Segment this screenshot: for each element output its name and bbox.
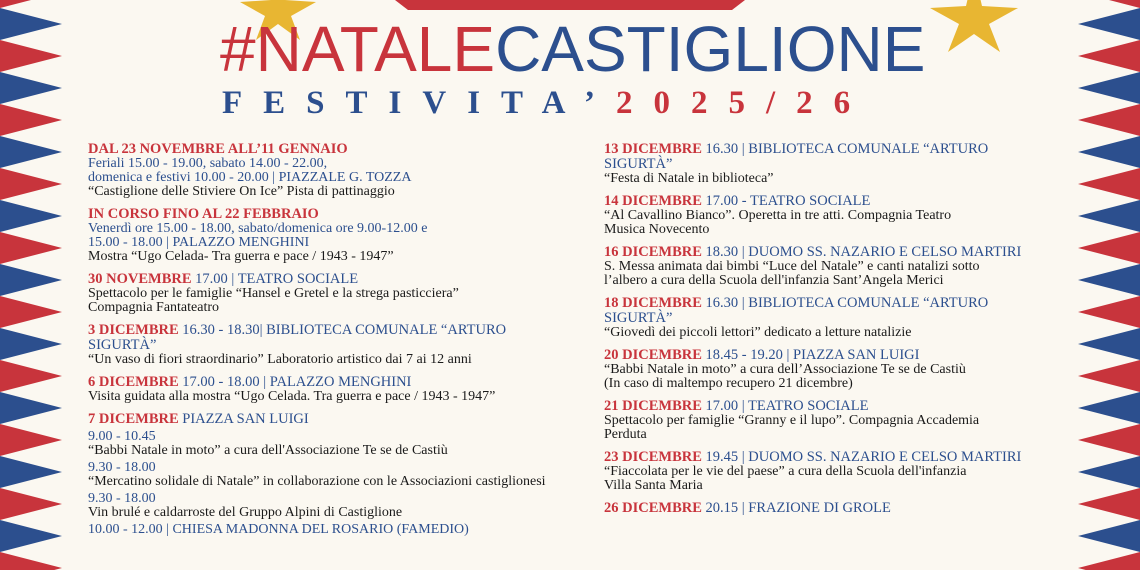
event-place: BIBLIOTECA COMUNALE “ARTURO SIGURTÀ”	[604, 141, 989, 172]
pennant-flag	[1078, 200, 1140, 232]
subitem-time: 9.30 - 18.00	[88, 491, 156, 506]
event-item	[604, 296, 1054, 340]
event-place: BIBLIOTECA COMUNALE “ARTURO SIGURTÀ”	[604, 295, 989, 326]
pennant-flag	[0, 328, 62, 360]
subitem-description: Vin brulé e caldarroste del Gruppo Alpini di Castiglione	[88, 505, 403, 520]
event-description: “Festa di Natale in biblioteca”	[604, 171, 774, 186]
pennant-flag	[1078, 456, 1140, 488]
event-schedule: Feriali 15.00 - 19.00, sabato 14.00 - 22.00,	[88, 156, 328, 171]
event-subitem	[88, 523, 578, 537]
event-description: S. Messa animata dai bimbi “Luce del Natale” e canti natalizi sotto	[604, 259, 980, 274]
event-item	[604, 399, 1054, 442]
event-description: “Al Cavallino Bianco”. Operetta in tre atti. Compagnia Teatro	[604, 208, 952, 223]
event-description: “Giovedì dei piccoli lettori” dedicato a letture natalizie	[604, 325, 912, 340]
pennant-flag	[0, 264, 62, 296]
event-description: Spettacolo per le famiglie “Hansel e Gretel e la strega pasticciera”	[88, 286, 459, 301]
title-castiglione: CASTIGLIONE	[495, 13, 926, 85]
event-item	[88, 375, 578, 404]
pennant-flag	[1078, 328, 1140, 360]
event-date: 26 DICEMBRE	[604, 500, 702, 516]
events-column-left	[88, 142, 578, 545]
title-natale: NATALE	[255, 13, 496, 85]
pennant-flag	[0, 296, 62, 328]
event-heading	[88, 323, 578, 353]
subitem-description: “Babbi Natale in moto” a cura dell'Associazione Te se de Castiù	[88, 443, 448, 458]
event-description: Spettacolo per famiglie “Granny e il lupo”. Compagnia Accademia	[604, 413, 980, 428]
subitem-time: 10.00 - 12.00 | CHIESA MADONNA DEL ROSARIO (FAMEDIO)	[88, 522, 469, 537]
pennant-flag	[0, 200, 62, 232]
event-date: 20 DICEMBRE	[604, 347, 702, 363]
event-time: 17.00 |	[191, 271, 238, 287]
subitem-time: 9.00 - 10.45	[88, 429, 156, 444]
event-heading	[604, 245, 1054, 260]
event-item	[604, 142, 1054, 186]
event-description: “Castiglione delle Stiviere On Ice” Pista di pattinaggio	[88, 184, 395, 199]
event-description: (In caso di maltempo recupero 21 dicembre)	[604, 376, 853, 391]
event-schedule: 15.00 - 18.00 | PALAZZO MENGHINI	[88, 235, 310, 250]
event-item	[88, 142, 578, 199]
pennant-flag	[0, 392, 62, 424]
event-schedule: domenica e festivi 10.00 - 20.00 | PIAZZALE G. TOZZA	[88, 170, 412, 185]
event-time: 17.00 -	[701, 193, 750, 209]
event-place: DUOMO SS. NAZARIO E CELSO MARTIRI	[748, 244, 1022, 260]
event-place: TEATRO SOCIALE	[237, 271, 359, 287]
pennant-flag	[1078, 552, 1140, 570]
event-heading	[88, 142, 578, 157]
event-time: 20.15 |	[701, 500, 749, 516]
event-time: 19.45 |	[701, 449, 749, 465]
pennant-flag	[0, 360, 62, 392]
pennant-flag	[1078, 168, 1140, 200]
event-heading	[88, 272, 578, 287]
event-date: 7 DICEMBRE	[88, 411, 179, 427]
event-description: Villa Santa Maria	[604, 478, 703, 493]
event-description: Musica Novecento	[604, 222, 710, 237]
event-place: PIAZZA SAN LUIGI	[793, 347, 920, 363]
pennant-flag	[1078, 392, 1140, 424]
pennant-flag	[0, 520, 62, 552]
event-description: “Un vaso di fiori straordinario” Laboratorio artistico dai 7 ai 12 anni	[88, 352, 472, 367]
event-description: Compagnia Fantateatro	[88, 300, 220, 315]
event-date: 16 DICEMBRE	[604, 244, 702, 260]
page-title	[220, 14, 960, 84]
event-place: DUOMO SS. NAZARIO E CELSO MARTIRI	[748, 449, 1022, 465]
event-item	[604, 194, 1054, 237]
event-description: “Fiaccolata per le vie del paese” a cura della Scuola dell'infanzia	[604, 464, 967, 479]
event-date: DAL 23 NOVEMBRE ALL’11 GENNAIO	[88, 141, 348, 157]
event-date: 21 DICEMBRE	[604, 398, 702, 414]
event-item	[604, 245, 1054, 288]
event-place: PIAZZA SAN LUIGI	[182, 411, 309, 427]
event-description: Visita guidata alla mostra “Ugo Celada. Tra guerra e pace / 1943 - 1947”	[88, 389, 496, 404]
event-time: 17.00 - 18.00 |	[178, 374, 270, 390]
subitem-description: “Mercatino solidale di Natale” in collaborazione con le Associazioni castiglionesi	[88, 474, 546, 489]
pennant-flag	[1078, 520, 1140, 552]
event-date: 30 NOVEMBRE	[88, 271, 192, 287]
subitem-time: 9.30 - 18.00	[88, 460, 156, 475]
event-item	[604, 348, 1054, 391]
pennant-flag	[0, 456, 62, 488]
event-place: FRAZIONE DI GROLE	[748, 500, 891, 516]
pennant-flag	[1078, 232, 1140, 264]
event-date: 13 DICEMBRE	[604, 141, 702, 157]
event-subitem	[88, 430, 578, 458]
event-date: 18 DICEMBRE	[604, 295, 702, 311]
pennant-flag	[1078, 136, 1140, 168]
event-description: “Babbi Natale in moto” a cura dell’Associazione Te se de Castiù	[604, 362, 966, 377]
event-item	[88, 207, 578, 264]
event-date: 14 DICEMBRE	[604, 193, 702, 209]
pennant-flag	[1078, 488, 1140, 520]
event-description: l’albero a cura della Scuola dell'infanzia Sant’Angela Merici	[604, 273, 944, 288]
event-item	[88, 412, 578, 537]
event-time: 16.30 - 18.30|	[178, 322, 267, 338]
event-date: 3 DICEMBRE	[88, 322, 179, 338]
event-place: PALAZZO MENGHINI	[269, 374, 412, 390]
pennant-flag	[0, 488, 62, 520]
event-description: Perduta	[604, 427, 647, 442]
event-time: 18.30 |	[701, 244, 749, 260]
festivita-label: FESTIVITA’	[222, 85, 616, 121]
event-heading	[88, 412, 578, 427]
event-heading	[604, 142, 1054, 172]
pennant-flag	[1078, 296, 1140, 328]
event-subitem	[88, 461, 578, 489]
event-time: 17.00 |	[701, 398, 749, 414]
pennant-flag	[0, 168, 62, 200]
pennant-flag	[1078, 360, 1140, 392]
poster-header	[0, 0, 1140, 130]
event-date: 6 DICEMBRE	[88, 374, 179, 390]
pennant-flag	[1078, 264, 1140, 296]
event-item	[88, 272, 578, 315]
festivita-subtitle	[222, 86, 871, 120]
title-hash: #	[220, 13, 256, 85]
event-item	[604, 450, 1054, 493]
event-place: BIBLIOTECA COMUNALE “ARTURO SIGURTÀ”	[88, 322, 507, 353]
event-heading	[604, 296, 1054, 326]
pennant-flag	[0, 232, 62, 264]
event-heading	[604, 450, 1054, 465]
event-schedule: Venerdì ore 15.00 - 18.00, sabato/domenica ore 9.00-12.00 e	[88, 221, 428, 236]
years-label: 2025/26	[615, 85, 872, 121]
events-column-right	[604, 142, 1054, 524]
event-item	[604, 501, 1054, 516]
event-heading	[604, 348, 1054, 363]
pennant-flag	[0, 424, 62, 456]
event-date: 23 DICEMBRE	[604, 449, 702, 465]
event-time: 16.30 |	[701, 141, 749, 157]
pennant-flag	[1078, 424, 1140, 456]
event-heading	[604, 501, 1054, 516]
event-time: 18.45 - 19.20 |	[701, 347, 793, 363]
event-heading	[604, 399, 1054, 414]
event-description: Mostra “Ugo Celada- Tra guerra e pace / 1943 - 1947”	[88, 249, 394, 264]
event-place: TEATRO SOCIALE	[748, 398, 869, 414]
event-heading	[88, 207, 578, 222]
pennant-flag	[0, 552, 62, 570]
event-heading	[88, 375, 578, 390]
event-time: 16.30 |	[701, 295, 749, 311]
event-date: IN CORSO FINO AL 22 FEBBRAIO	[88, 206, 319, 222]
event-heading	[604, 194, 1054, 209]
event-subitem	[88, 492, 578, 520]
event-place: TEATRO SOCIALE	[749, 193, 871, 209]
event-item	[88, 323, 578, 367]
pennant-flag	[0, 136, 62, 168]
